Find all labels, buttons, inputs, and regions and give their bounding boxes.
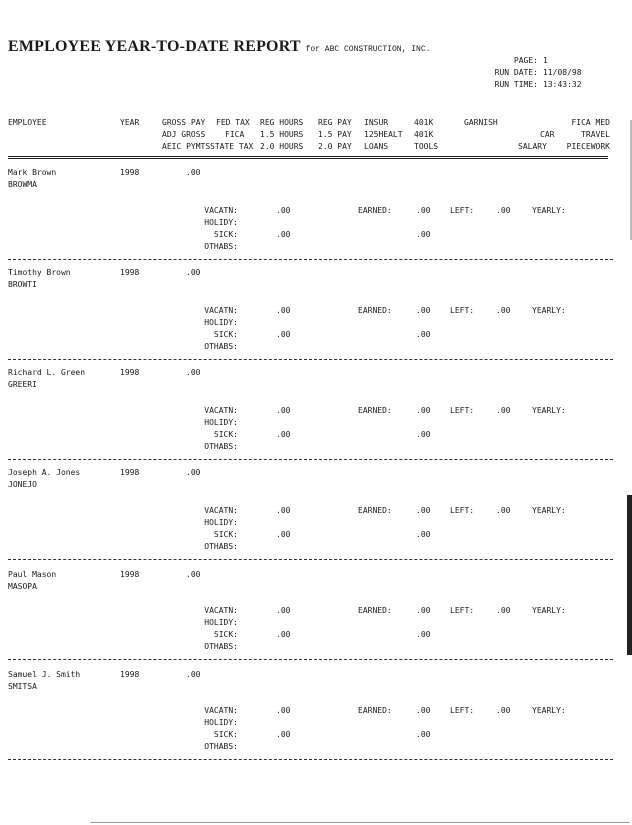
col-piecework: PIECEWORK bbox=[566, 142, 610, 151]
left-value: .00 bbox=[496, 606, 511, 615]
employee-name: Richard L. Green bbox=[8, 368, 86, 377]
sick-label: SICK: bbox=[213, 630, 238, 639]
employee-name: Paul Mason bbox=[8, 570, 57, 579]
col-year: YEAR bbox=[120, 118, 140, 127]
record-separator bbox=[8, 459, 613, 460]
earned-value: .00 bbox=[416, 306, 431, 315]
col-state-tax: STATE TAX bbox=[210, 142, 254, 151]
col-2-0-pay: 2.0 PAY bbox=[318, 142, 352, 151]
left-label: LEFT: bbox=[450, 406, 475, 415]
report-title-line bbox=[8, 38, 430, 56]
col-gross-pay: GROSS PAY bbox=[162, 118, 206, 127]
yearly-label: YEARLY: bbox=[532, 406, 566, 415]
vacation-label: VACATN: bbox=[204, 706, 238, 715]
col-reg-pay: REG PAY bbox=[318, 118, 352, 127]
employee-code: BROWTI bbox=[8, 280, 37, 289]
sick-value: .00 bbox=[276, 430, 291, 439]
col-fica-med: FICA MED bbox=[571, 118, 610, 127]
employee-year: 1998 bbox=[120, 570, 140, 579]
earned-label: EARNED: bbox=[358, 306, 392, 315]
sick-value: .00 bbox=[276, 230, 291, 239]
left-label: LEFT: bbox=[450, 606, 475, 615]
run-date-label: RUN DATE: bbox=[494, 68, 538, 77]
earned-value-2: .00 bbox=[416, 330, 431, 339]
left-label: LEFT: bbox=[450, 506, 475, 515]
col-401k: 401K bbox=[414, 118, 434, 127]
earned-value-2: .00 bbox=[416, 630, 431, 639]
col-salary: SALARY bbox=[518, 142, 547, 151]
holiday-label: HOLIDY: bbox=[204, 318, 238, 327]
record-separator bbox=[8, 759, 613, 760]
record-separator bbox=[8, 659, 613, 660]
employee-code: BROWMA bbox=[8, 180, 37, 189]
employee-name: Joseph A. Jones bbox=[8, 468, 81, 477]
yearly-label: YEARLY: bbox=[532, 506, 566, 515]
sick-label: SICK: bbox=[213, 330, 238, 339]
col-insur: INSUR bbox=[364, 118, 389, 127]
employee-gross: .00 bbox=[186, 168, 201, 177]
employee-gross: .00 bbox=[186, 570, 201, 579]
col-125healt: 125HEALT bbox=[364, 130, 403, 139]
employee-year: 1998 bbox=[120, 168, 140, 177]
page-bottom-edge bbox=[90, 822, 630, 823]
vacation-label: VACATN: bbox=[204, 306, 238, 315]
sick-label: SICK: bbox=[213, 230, 238, 239]
vacation-value: .00 bbox=[276, 706, 291, 715]
vacation-value: .00 bbox=[276, 306, 291, 315]
col-reg-hours: REG HOURS bbox=[260, 118, 304, 127]
employee-name: Samuel J. Smith bbox=[8, 670, 81, 679]
company-name: for ABC CONSTRUCTION, INC. bbox=[305, 45, 431, 54]
sick-label: SICK: bbox=[213, 430, 238, 439]
vacation-label: VACATN: bbox=[204, 406, 238, 415]
employee-year: 1998 bbox=[120, 670, 140, 679]
run-date: 11/08/98 bbox=[543, 68, 582, 77]
sick-label: SICK: bbox=[213, 530, 238, 539]
vacation-label: VACATN: bbox=[204, 206, 238, 215]
earned-value: .00 bbox=[416, 406, 431, 415]
col-fed-tax: FED TAX bbox=[216, 118, 250, 127]
vacation-label: VACATN: bbox=[204, 606, 238, 615]
run-time-label: RUN TIME: bbox=[494, 80, 538, 89]
col-fica: FICA bbox=[225, 130, 245, 139]
left-label: LEFT: bbox=[450, 306, 475, 315]
vacation-value: .00 bbox=[276, 406, 291, 415]
vacation-label: VACATN: bbox=[204, 506, 238, 515]
left-label: LEFT: bbox=[450, 206, 475, 215]
left-value: .00 bbox=[496, 306, 511, 315]
other-label: OTHABS: bbox=[204, 442, 238, 451]
sick-value: .00 bbox=[276, 330, 291, 339]
record-separator bbox=[8, 559, 613, 560]
vacation-value: .00 bbox=[276, 506, 291, 515]
employee-gross: .00 bbox=[186, 670, 201, 679]
employee-gross: .00 bbox=[186, 468, 201, 477]
earned-label: EARNED: bbox=[358, 406, 392, 415]
holiday-label: HOLIDY: bbox=[204, 718, 238, 727]
employee-name: Mark Brown bbox=[8, 168, 57, 177]
earned-value: .00 bbox=[416, 506, 431, 515]
col-1-5-hours: 1.5 HOURS bbox=[260, 130, 304, 139]
other-label: OTHABS: bbox=[204, 342, 238, 351]
page-label: PAGE: bbox=[513, 56, 538, 65]
holiday-label: HOLIDY: bbox=[204, 518, 238, 527]
header-rule bbox=[8, 156, 608, 157]
run-time: 13:43:32 bbox=[543, 80, 582, 89]
left-value: .00 bbox=[496, 706, 511, 715]
earned-value-2: .00 bbox=[416, 730, 431, 739]
earned-value: .00 bbox=[416, 606, 431, 615]
earned-label: EARNED: bbox=[358, 706, 392, 715]
col-car: CAR bbox=[540, 130, 555, 139]
holiday-label: HOLIDY: bbox=[204, 418, 238, 427]
employee-year: 1998 bbox=[120, 368, 140, 377]
other-label: OTHABS: bbox=[204, 742, 238, 751]
sick-value: .00 bbox=[276, 530, 291, 539]
left-value: .00 bbox=[496, 506, 511, 515]
sick-value: .00 bbox=[276, 730, 291, 739]
earned-value: .00 bbox=[416, 206, 431, 215]
sick-value: .00 bbox=[276, 630, 291, 639]
earned-label: EARNED: bbox=[358, 606, 392, 615]
earned-value: .00 bbox=[416, 706, 431, 715]
employee-year: 1998 bbox=[120, 268, 140, 277]
employee-name: Timothy Brown bbox=[8, 268, 71, 277]
page-number: 1 bbox=[543, 56, 548, 65]
col-adj-gross: ADJ GROSS bbox=[162, 130, 206, 139]
sick-label: SICK: bbox=[213, 730, 238, 739]
left-value: .00 bbox=[496, 206, 511, 215]
report-title: EMPLOYEE YEAR-TO-DATE REPORT bbox=[8, 38, 301, 55]
other-label: OTHABS: bbox=[204, 242, 238, 251]
earned-label: EARNED: bbox=[358, 206, 392, 215]
employee-code: JONEJO bbox=[8, 480, 37, 489]
col-tools: TOOLS bbox=[414, 142, 439, 151]
scan-edge-bar bbox=[627, 495, 632, 655]
earned-value-2: .00 bbox=[416, 430, 431, 439]
yearly-label: YEARLY: bbox=[532, 306, 566, 315]
col-1-5-pay: 1.5 PAY bbox=[318, 130, 352, 139]
header-rule-2 bbox=[8, 158, 608, 159]
yearly-label: YEARLY: bbox=[532, 206, 566, 215]
left-value: .00 bbox=[496, 406, 511, 415]
record-separator bbox=[8, 359, 613, 360]
employee-code: GREERI bbox=[8, 380, 37, 389]
employee-code: MASOPA bbox=[8, 582, 37, 591]
left-label: LEFT: bbox=[450, 706, 475, 715]
yearly-label: YEARLY: bbox=[532, 706, 566, 715]
col-401k-2: 401K bbox=[414, 130, 434, 139]
employee-gross: .00 bbox=[186, 268, 201, 277]
yearly-label: YEARLY: bbox=[532, 606, 566, 615]
col-2-0-hours: 2.0 HOURS bbox=[260, 142, 304, 151]
vacation-value: .00 bbox=[276, 206, 291, 215]
col-garnish: GARNISH bbox=[464, 118, 498, 127]
other-label: OTHABS: bbox=[204, 542, 238, 551]
record-separator bbox=[8, 259, 613, 260]
vacation-value: .00 bbox=[276, 606, 291, 615]
col-travel: TRAVEL bbox=[581, 130, 610, 139]
earned-value-2: .00 bbox=[416, 530, 431, 539]
holiday-label: HOLIDY: bbox=[204, 218, 238, 227]
earned-label: EARNED: bbox=[358, 506, 392, 515]
col-aeic-pymts: AEIC PYMTS bbox=[162, 142, 211, 151]
employee-gross: .00 bbox=[186, 368, 201, 377]
earned-value-2: .00 bbox=[416, 230, 431, 239]
employee-year: 1998 bbox=[120, 468, 140, 477]
col-loans: LOANS bbox=[364, 142, 389, 151]
other-label: OTHABS: bbox=[204, 642, 238, 651]
employee-code: SMITSA bbox=[8, 682, 37, 691]
col-employee: EMPLOYEE bbox=[8, 118, 47, 127]
holiday-label: HOLIDY: bbox=[204, 618, 238, 627]
